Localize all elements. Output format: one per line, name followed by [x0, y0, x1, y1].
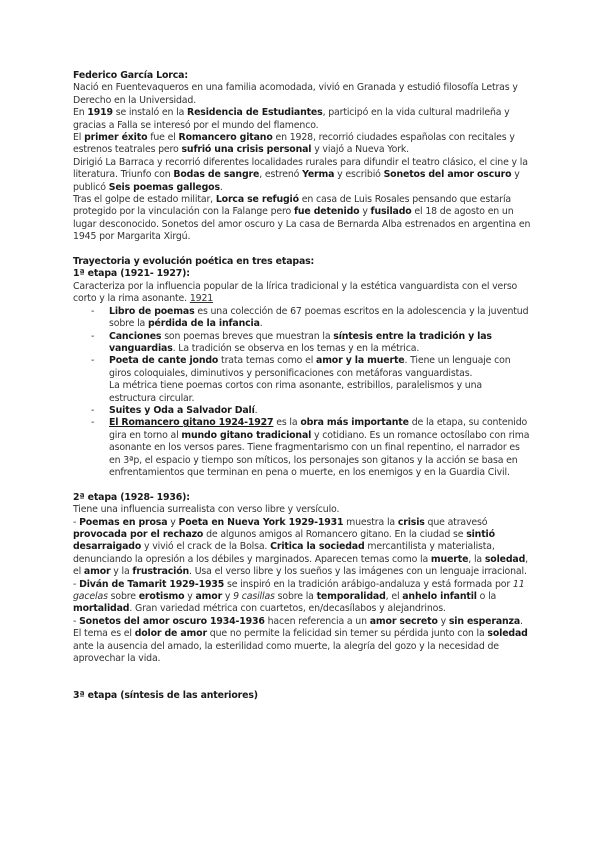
document-page [73, 70, 531, 703]
list-item: - Poeta de cante jondo trata temas como el amor y la muerte. Tiene un lenguaje con giros coloquiales, diminutivos y personificaciones con metáforas vanguardistas. La métrica tiene poemas cortos con rima asonante, estribillos, paralelismos y una estructura circular. [73, 355, 531, 405]
trajectory-title: Trayectoria y evolución poética en tres etapas: [73, 256, 315, 268]
stage1-title: 1ª etapa (1921- 1927): [73, 268, 190, 280]
list-item: - Canciones son poemas breves que muestran la síntesis entre la tradición y las vanguardias. La tradición se observa en los temas y en la métrica. [73, 331, 531, 356]
bio-paragraph-1: Nació en Fuentevaqueros en una familia acomodada, vivió en Granada y estudió filosofía Letras y Derecho en la Universidad. [73, 82, 518, 106]
stage2-paragraph-2: - Diván de Tamarit 1929-1935 se inspiró en la tradición arábigo-andaluza y está formada por 11 gacelas sobre erotismo y amor y 9 casillas sobre la temporalidad, el anhelo infantil o la mortalidad. Gran variedad métrica con cuartetos, en/decasílabos y alejandrinos. [73, 578, 525, 615]
stage3-title: 3ª etapa (síntesis de las anteriores) [73, 690, 258, 702]
stage1-list [73, 306, 531, 480]
bio-paragraph-5: Tras el golpe de estado militar, Lorca se refugió en casa de Luis Rosales pensando que estaría protegido por la vinculación con la Falange pero fue detenido y fusilado el 18 de agosto en un lugar desconocido. Sonetos del amor oscuro y La casa de Bernarda Alba estrenados en argentina en 1945 por Margarita Xirgú. [73, 194, 531, 243]
stage2-paragraph-1: - Poemas en prosa y Poeta en Nueva York 1929-1931 muestra la crisis que atravesó provocada por el rechazo de algunos amigos al Romancero gitano. En la ciudad se sintió desarraigado y vivió el crack de la Bolsa. Critica la sociedad mercantilista y materialista, denunciando la opresión a los débiles y marginados. Aparecen temas como la muerte, la soledad, el amor y la frustración. Usa el verso libre y los sueños y las imágenes con un lenguaje irracional. [73, 516, 528, 578]
list-item: - Libro de poemas es una colección de 67 poemas escritos en la adolescencia y la juventud sobre la pérdida de la infancia. [73, 306, 531, 331]
bio-paragraph-3: El primer éxito fue el Romancero gitano en 1928, recorrió ciudades españolas con recitales y estrenos teatrales pero sufrió una crisis personal y viajó a Nueva York. [73, 132, 515, 156]
list-item: - Suites y Oda a Salvador Dalí. [73, 405, 531, 417]
stage2-paragraph-4: El tema es el dolor de amor que no permite la felicidad sin temer su pérdida junto con la soledad ante la ausencia del amado, la esterilidad como muerte, la alegría del gozo y la necesidad de aprovechar la vida. [73, 628, 528, 665]
stage2-title: 2ª etapa (1928- 1936): [73, 491, 190, 503]
bio-paragraph-4: Dirigió La Barraca y recorrió diferentes localidades rurales para difundir el teatro clásico, el cine y la literatura. Triunfo con Bodas de sangre, estrenó Yerma y escribió Sonetos del amor oscuro y publicó Seis poemas gallegos. [73, 156, 528, 193]
bio-paragraph-2: En 1919 se instaló en la Residencia de Estudiantes, participó en la vida cultural madrileña y gracias a Falla se interesó por el mundo del flamenco. [73, 107, 510, 131]
stage1-intro: Caracteriza por la influencia popular de la lírica tradicional y la estética vanguardista con el verso corto y la rima asonante. 1921 [73, 280, 518, 305]
list-item: - El Romancero gitano 1924-1927 es la obra más importante de la etapa, su contenido gira en torno al mundo gitano tradicional y cotidiano. Es un romance octosílabo con rima asonante en los versos pares. Tiene fragmentarismo con un final repentino, el narrador es en 3ªp, el espacio y tiempo son míticos, los personajes son gitanos y la acción se basa en enfrentamientos que terminan en pena o muerte, en los enemigos y en la Guardia Civil. [73, 417, 531, 479]
bio-title: Federico García Lorca: [73, 70, 188, 81]
stage1-intro-link[interactable]: 1921 [189, 293, 214, 305]
stage2-intro: Tiene una influencia surrealista con verso libre y versículo. [73, 504, 340, 516]
stage2-paragraph-3: - Sonetos del amor oscuro 1934-1936 hacen referencia a un amor secreto y sin esperanza. [73, 615, 523, 627]
